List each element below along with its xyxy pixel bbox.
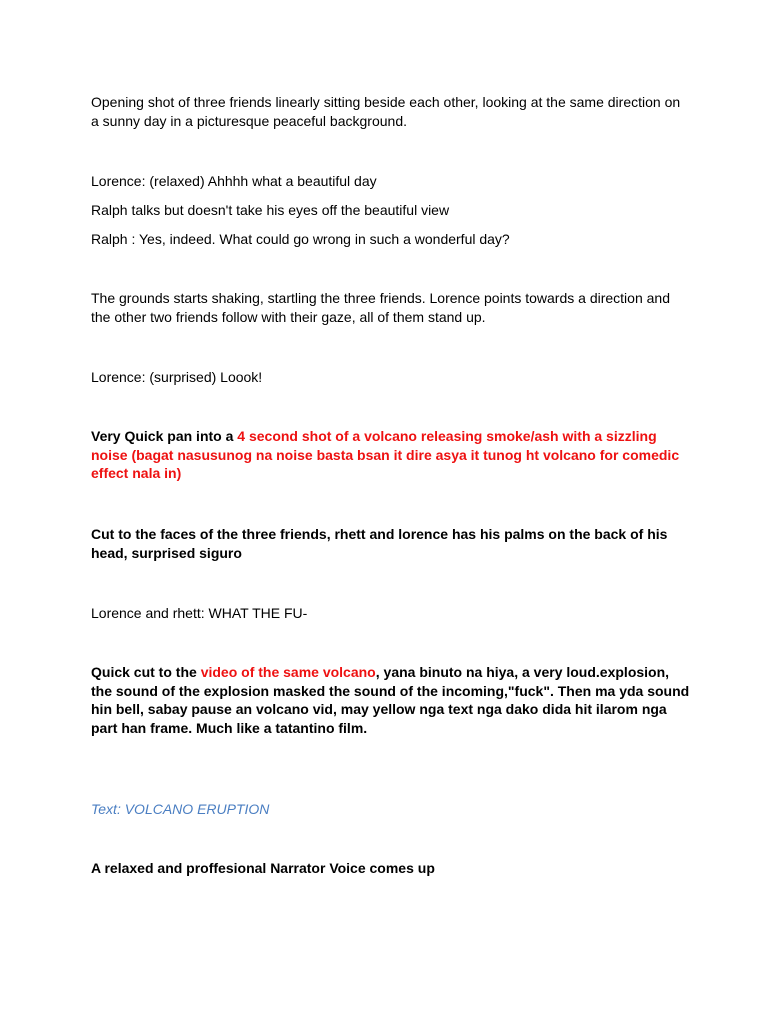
shot-explosion-intro: Quick cut to the	[91, 664, 201, 680]
shot-explosion-cut	[91, 663, 691, 737]
on-screen-text-note: Text: VOLCANO ERUPTION	[91, 801, 270, 817]
shot-volcano-pan	[91, 427, 691, 483]
shot-explosion-rest: , yana binuto na hiya, a very loud.explosion, the sound of the explosion masked the sound of the incoming,"fuck". Then ma yda sound hin bell, sabay pause an volcano vid, may yellow nga text nga dako dida hit ilarom nga part han frame. Much like a tatantino film.	[91, 664, 690, 736]
dialogue-lorence-rhett: Lorence and rhett: WHAT THE FU-	[91, 605, 308, 621]
narrator-voice-note: A relaxed and proffesional Narrator Voice comes up	[91, 860, 435, 876]
dialogue-lorence-surprised: Lorence: (surprised) Loook!	[91, 369, 263, 385]
dialogue-ralph: Ralph : Yes, indeed. What could go wrong in such a wonderful day?	[91, 231, 510, 247]
shot-explosion-highlight: video of the same volcano	[200, 664, 376, 680]
shot-volcano-pan-highlight: 4 second shot of a volcano releasing smoke/ash with a sizzling noise (bagat nasusunog na noise basta bsan it dire asya it tunog ht volcano for comedic effect nala in)	[91, 428, 680, 481]
shot-volcano-pan-intro: Very Quick pan into a	[91, 428, 238, 444]
shot-faces-cut: Cut to the faces of the three friends, rhett and lorence has his palms on the back of his head, surprised siguro	[91, 526, 668, 561]
scene-description-opening: Opening shot of three friends linearly sitting beside each other, looking at the same direction on a sunny day in a picturesque peaceful background.	[91, 94, 681, 129]
dialogue-lorence-relaxed: Lorence: (relaxed) Ahhhh what a beautiful day	[91, 173, 377, 189]
scene-description-shaking: The grounds starts shaking, startling the three friends. Lorence points towards a direction and the other two friends follow with their gaze, all of them stand up.	[91, 290, 670, 325]
action-ralph-talks: Ralph talks but doesn't take his eyes off the beautiful view	[91, 202, 450, 218]
